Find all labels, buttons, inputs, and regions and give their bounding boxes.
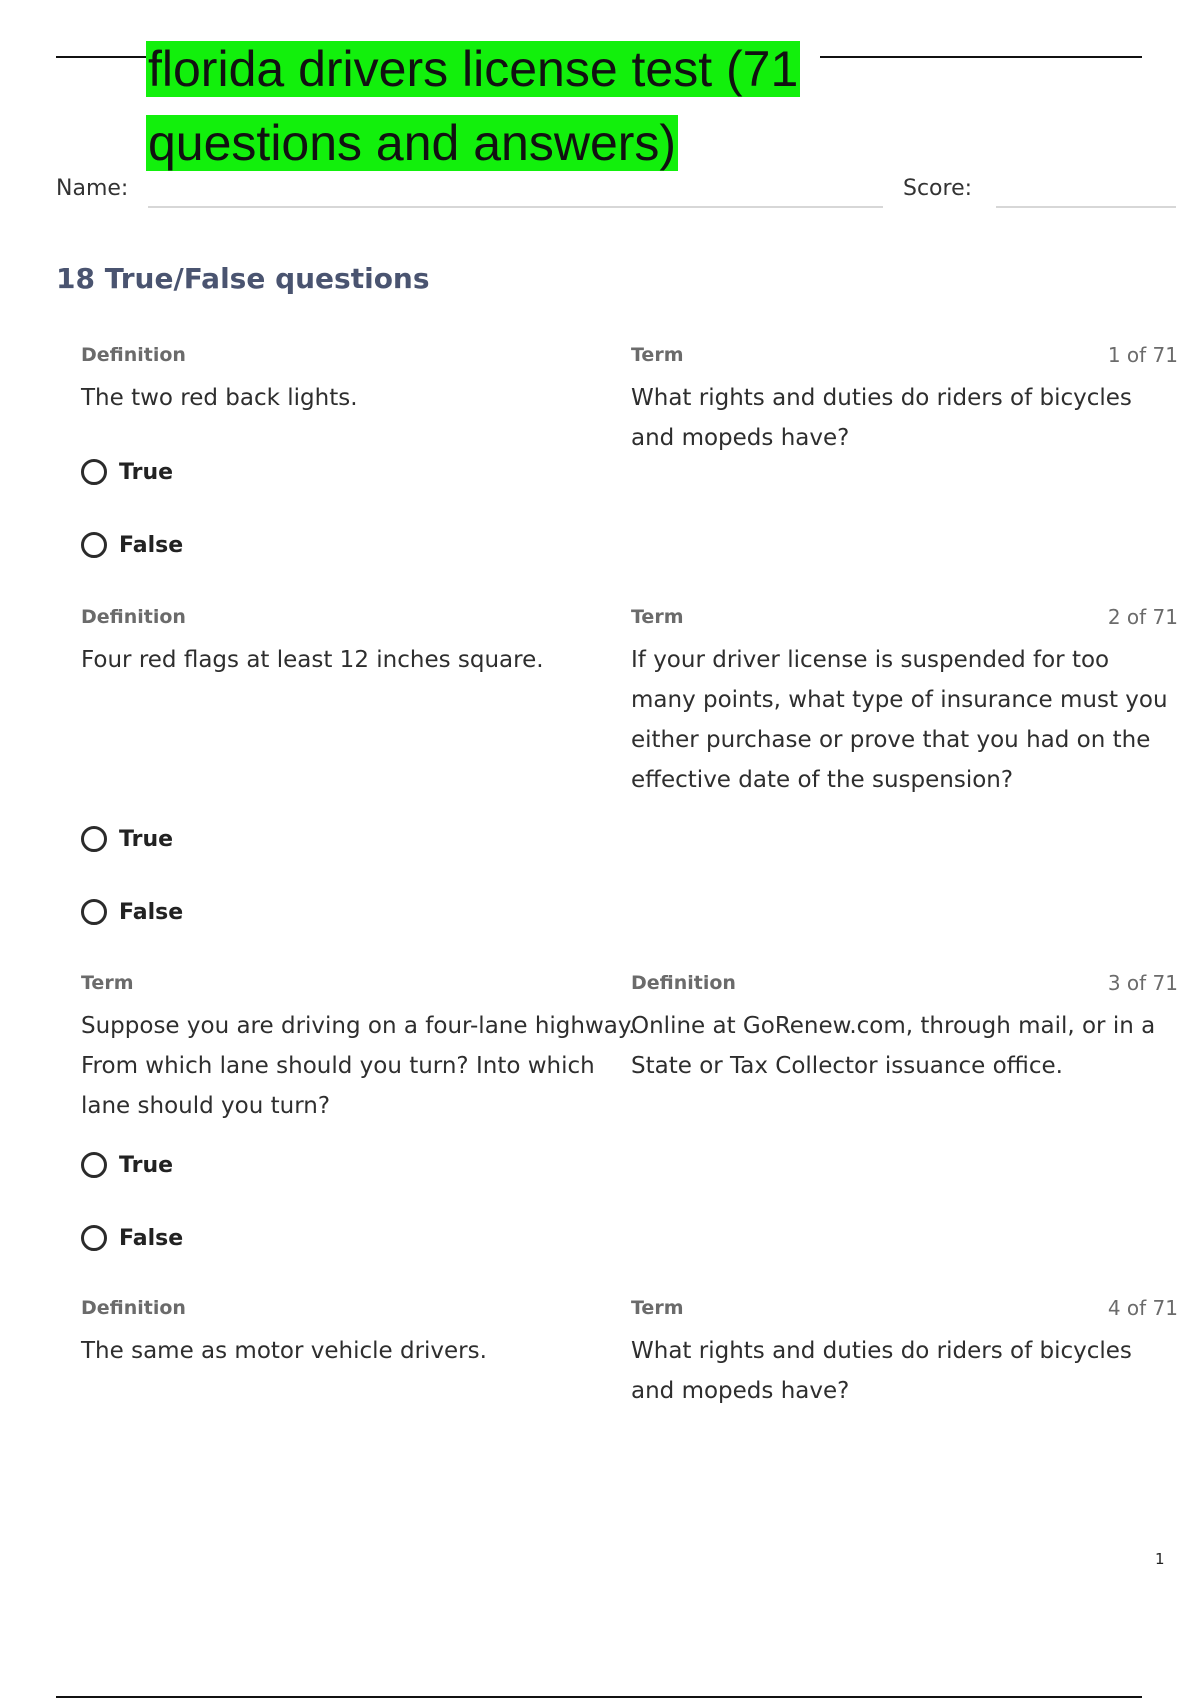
- question-right-column: [631, 968, 1171, 1086]
- question-right-text: What rights and duties do riders of bicycles and mopeds have?: [631, 385, 1132, 451]
- true-option-label: True: [119, 826, 174, 852]
- bottom-rule: [56, 1696, 1142, 1698]
- question-left-column: [81, 340, 651, 418]
- false-option-label: False: [119, 532, 184, 558]
- question-right-column: [631, 340, 1171, 458]
- question-right-text: What rights and duties do riders of bicycles and mopeds have?: [631, 1338, 1132, 1404]
- radio-button-icon[interactable]: [81, 459, 107, 485]
- question-left-text: Four red flags at least 12 inches square.: [81, 647, 544, 673]
- document-title: [146, 32, 846, 180]
- question-counter: 2 of 71: [1107, 605, 1178, 629]
- top-rule-left: [56, 56, 146, 58]
- score-label: Score:: [903, 176, 973, 201]
- question-right-text: Online at GoRenew.com, through mail, or in a State or Tax Collector issuance office.: [631, 1013, 1156, 1079]
- title-line-1: florida drivers license test (71: [148, 41, 799, 97]
- true-option[interactable]: [81, 1150, 281, 1180]
- radio-button-icon[interactable]: [81, 1152, 107, 1178]
- question-counter: 1 of 71: [1107, 343, 1178, 367]
- score-field[interactable]: [996, 206, 1176, 208]
- question-left-label: Definition: [81, 1297, 186, 1319]
- question-left-label: Definition: [81, 344, 186, 366]
- question-counter: 4 of 71: [1107, 1296, 1178, 1320]
- question-left-column: [81, 602, 651, 680]
- question-left-text: The two red back lights.: [81, 385, 358, 411]
- question-left-column: [81, 1293, 651, 1371]
- page-number: 1: [1155, 1550, 1165, 1568]
- section-heading: 18 True/False questions: [56, 262, 430, 295]
- question-left-label: Term: [81, 972, 134, 994]
- false-option[interactable]: [81, 1223, 281, 1253]
- false-option-label: False: [119, 899, 184, 925]
- radio-button-icon[interactable]: [81, 826, 107, 852]
- question-right-column: [631, 1293, 1171, 1411]
- false-option[interactable]: [81, 897, 281, 927]
- question-left-column: [81, 968, 651, 1126]
- question-right-column: [631, 602, 1171, 800]
- name-label: Name:: [56, 176, 129, 201]
- question-right-label: Definition: [631, 972, 736, 994]
- true-option[interactable]: [81, 457, 281, 487]
- question-right-label: Term: [631, 344, 684, 366]
- true-option[interactable]: [81, 824, 281, 854]
- question-counter: 3 of 71: [1107, 971, 1178, 995]
- radio-button-icon[interactable]: [81, 899, 107, 925]
- radio-button-icon[interactable]: [81, 532, 107, 558]
- top-rule-right: [820, 56, 1142, 58]
- name-field[interactable]: [148, 206, 883, 208]
- question-left-text: The same as motor vehicle drivers.: [81, 1338, 487, 1364]
- question-right-label: Term: [631, 1297, 684, 1319]
- true-option-label: True: [119, 1152, 174, 1178]
- question-left-label: Definition: [81, 606, 186, 628]
- false-option[interactable]: [81, 530, 281, 560]
- question-left-text: Suppose you are driving on a four-lane highway. From which lane should you turn? Into which lane should you turn?: [81, 1013, 636, 1119]
- false-option-label: False: [119, 1225, 184, 1251]
- title-line-2: questions and answers): [148, 115, 677, 171]
- question-right-text: If your driver license is suspended for too many points, what type of insurance must you either purchase or prove that you had on the effective date of the suspension?: [631, 647, 1168, 793]
- question-right-label: Term: [631, 606, 684, 628]
- true-option-label: True: [119, 459, 174, 485]
- radio-button-icon[interactable]: [81, 1225, 107, 1251]
